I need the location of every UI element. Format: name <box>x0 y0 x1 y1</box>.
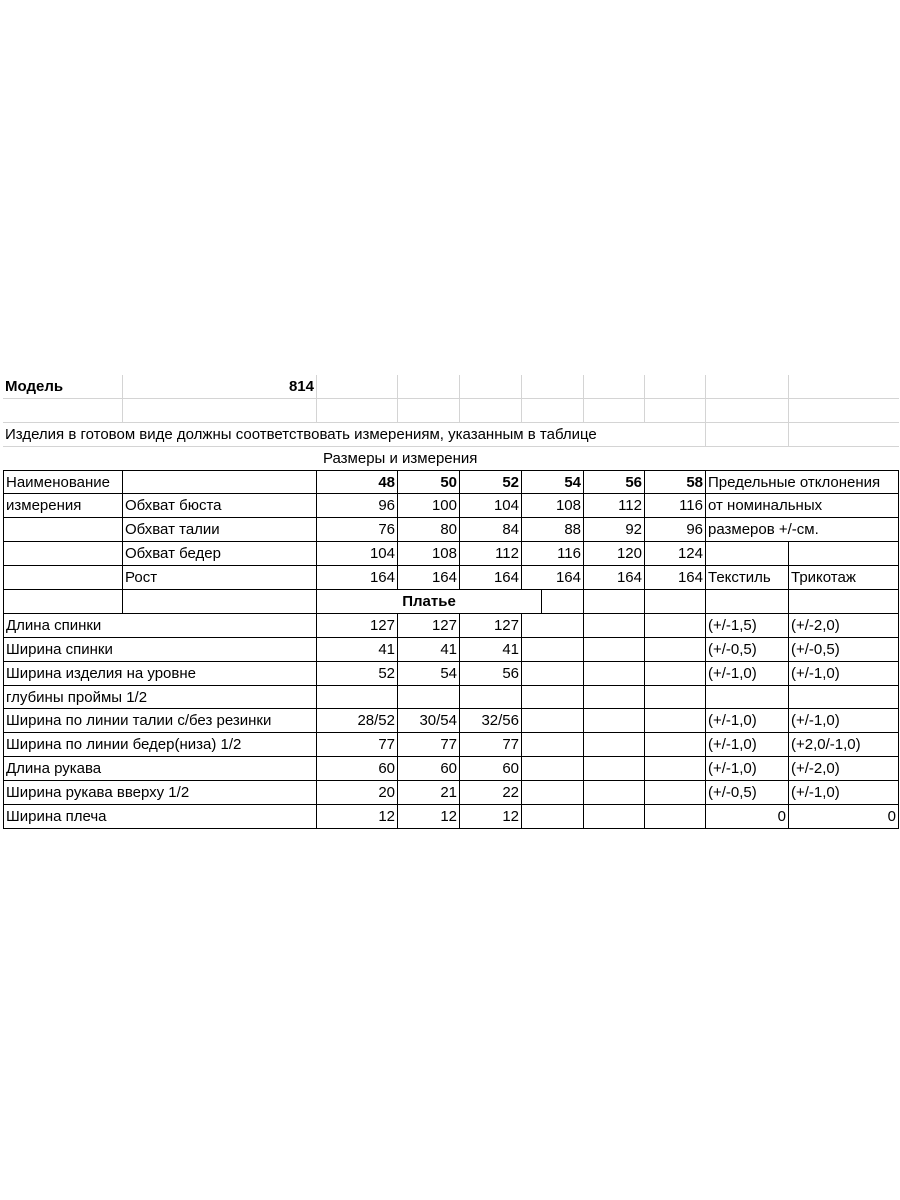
dress-row-back-width: Ширина спинки 41 41 41 (+/-0,5) (+/-0,5) <box>3 638 898 662</box>
row-label: Ширина спинки <box>3 638 317 662</box>
row-label: Ширина по линии бедер(низа) 1/2 <box>3 733 317 757</box>
dress-title-row <box>3 590 898 614</box>
dress-row-waist-width: Ширина по линии талии с/без резинки 28/52 30/54 32/56 (+/-1,0) (+/-1,0) <box>3 709 898 733</box>
size-56: 56 <box>584 471 645 495</box>
row-label: Ширина изделия на уровне <box>3 662 317 686</box>
sizes-header-row <box>3 471 898 495</box>
row-label: Длина спинки <box>3 614 123 638</box>
row-label: глубины проймы 1/2 <box>3 686 317 710</box>
size-50: 50 <box>398 471 460 495</box>
size-52: 52 <box>460 471 522 495</box>
name-label-line2: измерения <box>3 494 123 518</box>
note-row <box>3 423 898 447</box>
dress-row-hip-width: Ширина по линии бедер(низа) 1/2 77 77 77 (+/-1,0) (+2,0/-1,0) <box>3 733 898 757</box>
dress-row-back-length: Длина спинки 127 127 127 (+/-1,5) (+/-2,0) <box>3 614 898 638</box>
name-label-line1: Наименование <box>3 471 123 495</box>
dress-row-sleeve-length: Длина рукава 60 60 60 (+/-1,0) (+/-2,0) <box>3 757 898 781</box>
textile-label: Текстиль <box>706 566 789 590</box>
model-number: 814 <box>123 375 317 399</box>
row-label: Длина рукава <box>3 757 123 781</box>
size-58: 58 <box>645 471 706 495</box>
size-row-hips: Обхват бедер 104 108 112 116 120 124 <box>3 542 898 566</box>
row-label: Ширина по линии талии с/без резинки <box>3 709 317 733</box>
model-label: Модель <box>3 375 123 399</box>
size-54: 54 <box>522 471 584 495</box>
dress-title: Платье <box>317 590 542 614</box>
row-label: Ширина плеча <box>3 805 123 829</box>
size-row-waist: Обхват талии 76 80 84 88 92 96 размеров +/-см. <box>3 518 898 542</box>
requirements-note: Изделия в готовом виде должны соответствовать измерениям, указанным в таблице <box>3 423 706 447</box>
deviation-line2: от номинальных <box>706 494 899 518</box>
row-label: Обхват бедер <box>123 542 317 566</box>
deviation-line3: размеров +/-см. <box>706 518 899 542</box>
sizes-caption: Размеры и измерения <box>317 447 706 471</box>
row-label: Рост <box>123 566 317 590</box>
dress-row-sleeve-width: Ширина рукава вверху 1/2 20 21 22 (+/-0,5) (+/-1,0) <box>3 781 898 805</box>
model-row <box>3 375 898 399</box>
row-label: Ширина рукава вверху 1/2 <box>3 781 317 805</box>
measurement-sheet <box>3 375 898 829</box>
knit-label: Трикотаж <box>789 566 899 590</box>
dress-row-armhole <box>3 686 898 710</box>
dress-row-width-level: Ширина изделия на уровне 52 54 56 (+/-1,0) (+/-1,0) <box>3 662 898 686</box>
size-48: 48 <box>317 471 398 495</box>
dress-row-shoulder-width: Ширина плеча 12 12 12 0 0 <box>3 805 898 829</box>
row-label: Обхват бюста <box>123 494 317 518</box>
size-row-bust: измерения Обхват бюста 96 100 104 108 112 116 от номинальных <box>3 494 898 518</box>
caption-row <box>3 447 898 471</box>
blank-row <box>3 399 898 423</box>
row-label: Обхват талии <box>123 518 317 542</box>
size-row-height: Рост 164 164 164 164 164 164 Текстиль Трикотаж <box>3 566 898 590</box>
deviation-line1: Предельные отклонения <box>706 471 899 495</box>
